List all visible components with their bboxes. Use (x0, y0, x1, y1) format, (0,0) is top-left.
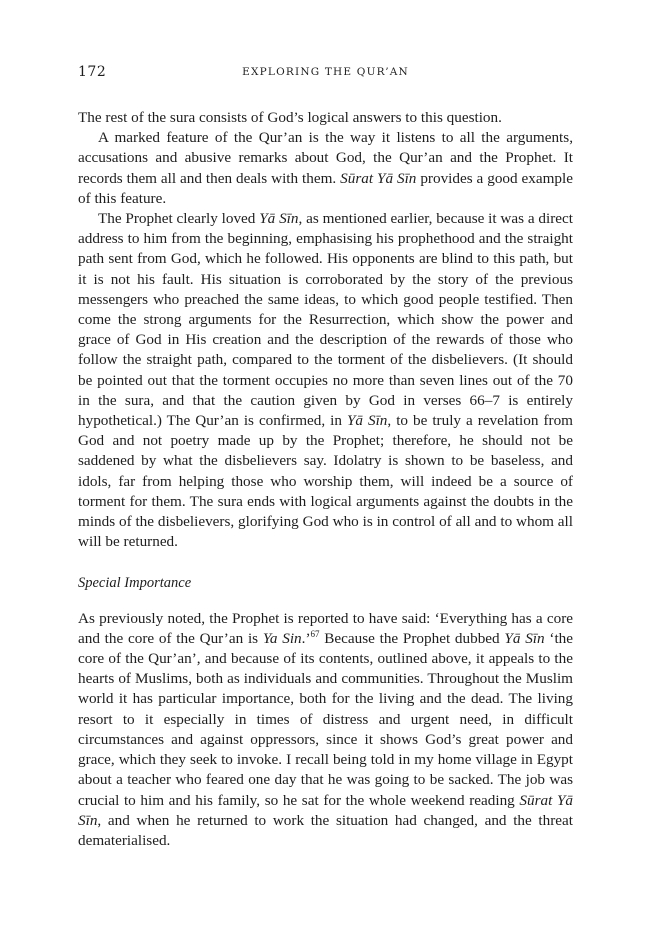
book-page (78, 60, 573, 849)
italic-title: Sūrat Yā Sīn (340, 169, 417, 187)
footnote-marker[interactable]: 67 (310, 628, 320, 639)
paragraph-1: The rest of the sura consists of God’s logical answers to this question. (78, 109, 502, 126)
body-text (78, 108, 573, 851)
page-number: 172 (78, 64, 107, 80)
italic-title: Sūrat Yā Sīn (78, 791, 573, 829)
italic-title: Yā Sīn (259, 210, 299, 228)
italic-title: Yā Sīn (504, 629, 545, 647)
italic-title: Ya Sin (262, 629, 302, 647)
italic-title: Yā Sīn (346, 412, 388, 430)
section-heading: Special Importance (78, 575, 192, 592)
paragraph-4: As previously noted, the Prophet is reported to have said: ‘Everything has a core and the core of the Qur’an is Ya Sin.’$^{67}$ Because the Prophet dubbed Yā Sīn ‘the core of the Qur’an’, and because of its contents, outlined above, it appeals to the hearts of Muslims, both as individuals and communities. Throughout the Muslim world it has particular importance, both for the living and the dead. The living resort to it especially in times of distress and urgent need, in difficult circumstances and against oppressors, since it shows God’s great power and grace, which they seek to invoke. I recall being told in my home village in Egypt about a teacher who feared one day that he was going to be sacked. The job was crucial to him and his family, so he sat for the whole weekend reading Sūrat Yā Sīn, and when he returned to work the situation had changed, and the threat dematerialised. (78, 609, 573, 849)
running-head: EXPLORING THE QUR’AN (242, 66, 409, 78)
paragraph-3: The Prophet clearly loved Yā Sīn, as mentioned earlier, because it was a direct address to him from the beginning, emphasising his prophethood and the straight path sent from God, which he followed. His opponents are blind to this path, but it is not his fault. His situation is corroborated by the story of the previous messengers who preached the same ideas, to which good people testified. Then come the strong arguments for the Resurrection, which show the power and grace of God in His creation and the description of the rewards of those who follow the straight path, compared to the torment of the disbelievers. (It should be pointed out that the torment occupies no more than seven lines out of the 70 in the sura, and that the caution given by God in verses 66–7 is entirely hypothetical.) The Qur’an is confirmed, in Yā Sīn, to be truly a revelation from God and not poetry made up by the Prophet; therefore, he should not be saddened by what the disbelievers say. Idolatry is shown to be baseless, and idols, far from helping those who worship them, will indeed be a source of torment for them. The sura ends with logical arguments against the doubts in the minds of the disbelievers, glorifying God who is in control of all and to whom all will be returned. (78, 210, 573, 551)
page-header (78, 60, 573, 80)
paragraph-2: A marked feature of the Qur’an is the way it listens to all the arguments, accusations and abusive remarks about God, the Qur’an and the Prophet. It records them all and then deals with them. Sūrat Yā Sīn provides a good example of this feature. (78, 129, 573, 207)
